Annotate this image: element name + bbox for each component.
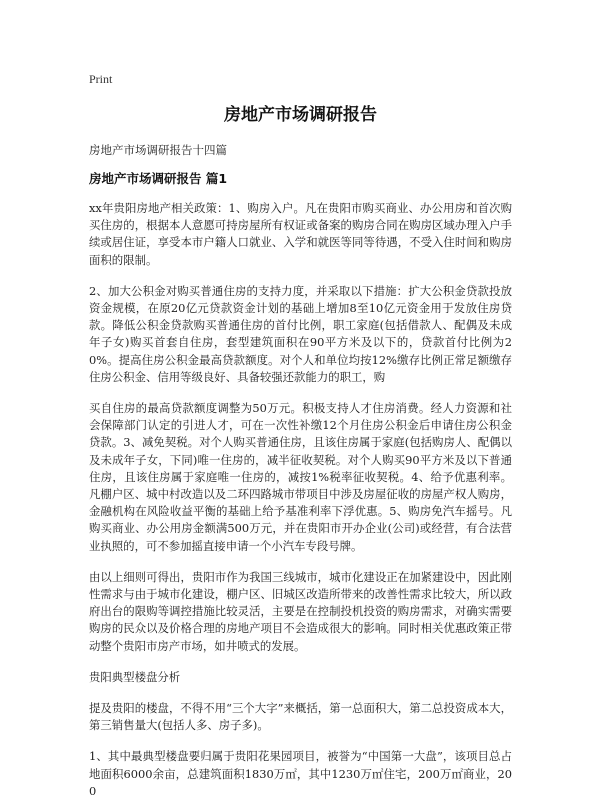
paragraph-provident-fund: 2、加大公积金对购买普通住房的支持力度，并采取以下措施：扩大公积金贷款投放资金规模，在原20亿元贷款资金计划的基础上增加8至10亿元资金用于发放住房贷款。降低公积金贷款购买普通住房的首付比例，职工家庭(包括借款人、配偶及未成年子女)购买首套自住房，套型建筑面积在90平方米及以下的，贷款首付比例为20%。提高住房公积金最高贷款额度。对个人和单位均按12%缴存比例正常足额缴存住房公积金、信用等级良好、具备较强还款能力的职工，购: [89, 283, 512, 384]
paragraph-projects-intro: 提及贵阳的楼盘，不得不用“三个大字”来概括，第一总面积大，第二总投资成本大，第三销售量大(包括人多、房子多)。: [89, 701, 512, 733]
paragraph-policy-intro: xx年贵阳房地产相关政策：1、购房入户。凡在贵阳市购买商业、办公用房和首次购买住房的，根据本人意愿可持房屋所有权证或备案的购房合同在购房区域办理入户手续或居住证，享受本市户籍人口就业、入学和就医等同等待遇，不受入住时间和购房面积的限制。: [89, 201, 512, 267]
paragraph-huaguoyuan: 1、其中最典型楼盘要归属于贵阳花果园项目，被誉为“中国第一大盘”，该项目总占地面积6000余亩，总建筑面积1830万㎡，其中1230万㎡住宅，200万㎡商业，200: [89, 749, 512, 798]
print-link[interactable]: Print: [89, 72, 113, 86]
paragraph-tax-measures: 买自住房的最高贷款额度调整为50万元。积极支持人才住房消费。经人力资源和社会保障部门认定的引进人才，可在一次性补缴12个月住房公积金后申请住房公积金贷款。3、减免契税。对个人购买普通住房，且该住房属于家庭(包括购房人、配偶以及未成年子女，下同)唯一住房的，减半征收契税。对个人购买90平方米及以下普通住房，且该住房属于家庭唯一住房的，减按1%税率征收契税。4、给予优惠利率。凡棚户区、城中村改造以及二环四路城市带项目中涉及房屋征收的房屋产权人购房，金融机构在风险收益平衡的基础上给予基准利率下浮优惠。5、购房免汽车摇号。凡购买商业、办公用房金额满500万元，并在贵阳市开办企业(公司)或经营，有合法营业执照的，可不参加摇直接申请一个小汽车专段号牌。: [89, 401, 512, 553]
paragraph-conclusion: 由以上细则可得出，贵阳市作为我国三线城市，城市化建设正在加紧建设中，因此刚性需求与由于城市化建设，棚户区、旧城区改造所带来的改善性需求比较大，所以政府出台的限购等调控措施比较灵活，主要是在控制投机投资的购房需求，对确实需要购房的民众以及价格合理的房地产项目不会造成很大的影响。同时相关优惠政策正带动整个贵阳市房产市场，如井喷式的发展。: [89, 569, 512, 653]
page-title: 房地产市场调研报告: [224, 105, 377, 125]
document-subtitle: 房地产市场调研报告十四篇: [89, 143, 227, 157]
section-heading: 房地产市场调研报告 篇1: [89, 171, 228, 186]
paragraph-subheading: 贵阳典型楼盘分析: [89, 669, 181, 684]
